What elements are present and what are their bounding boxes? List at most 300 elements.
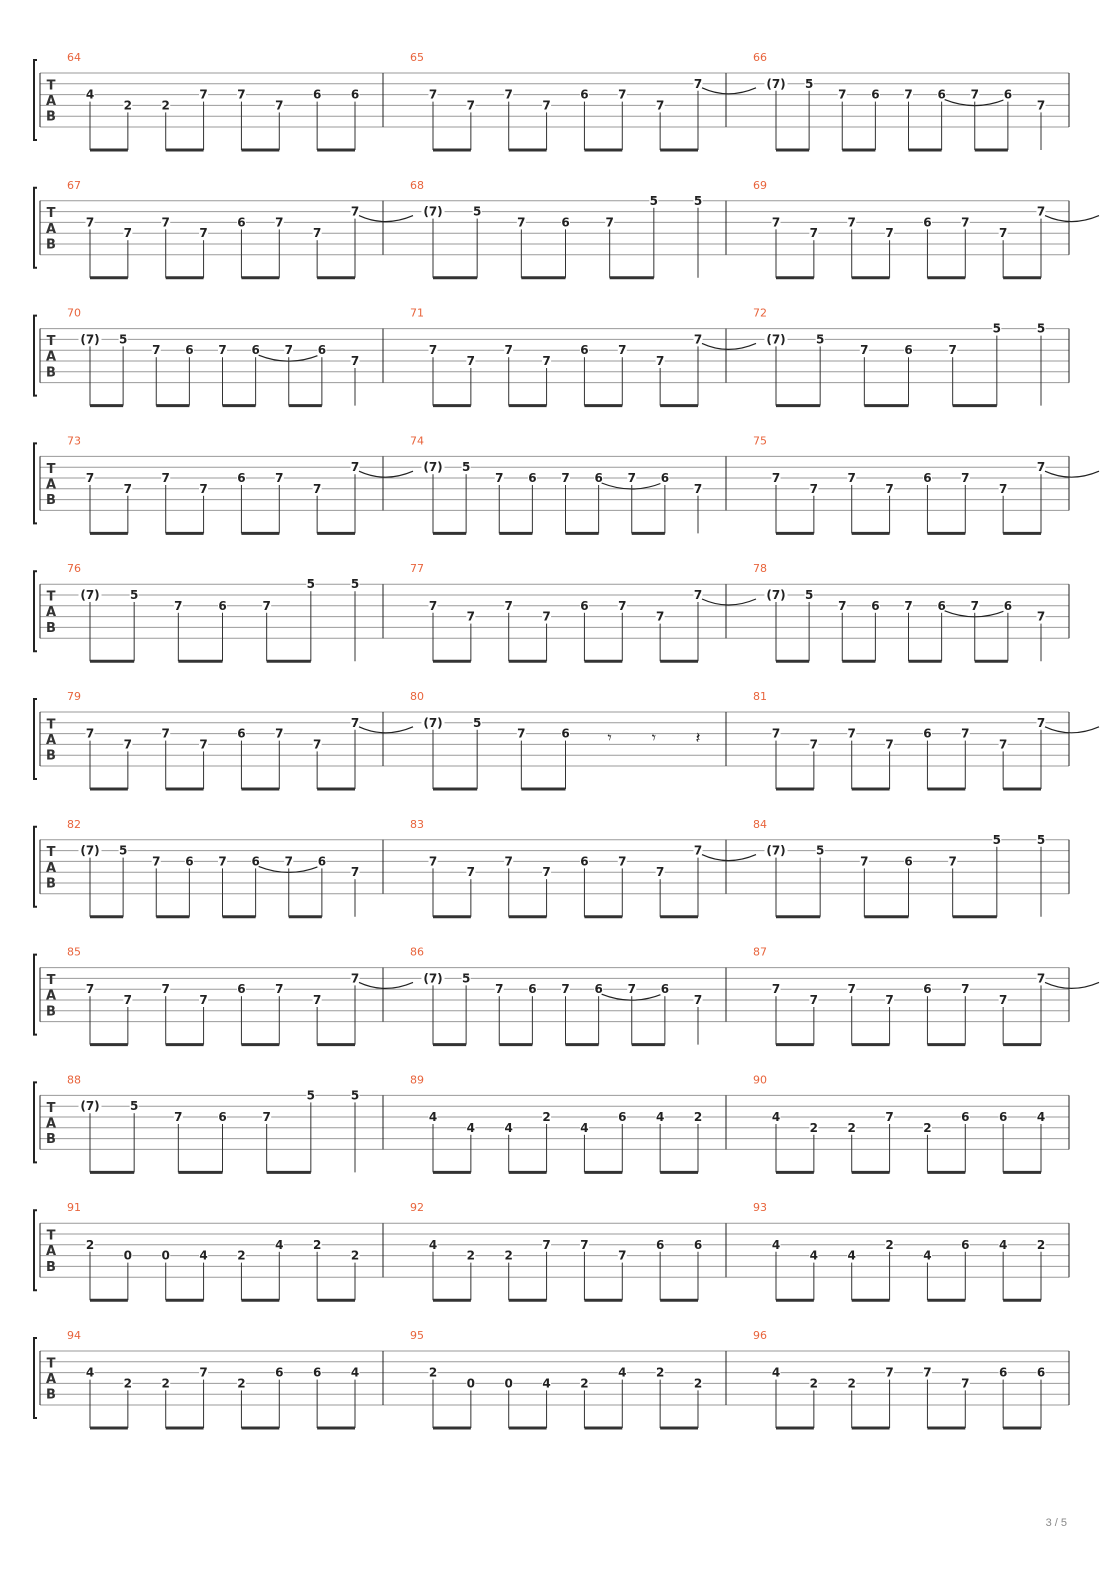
fret-number: 2 [847,1376,856,1391]
measure-number: 78 [753,562,767,576]
measure-number: 94 [67,1329,81,1342]
fret-number: 7 [262,1110,271,1124]
tab-clef-letter: A [45,605,57,621]
system-bracket [34,699,37,779]
tab-clef-letter: T [46,717,56,733]
fret-number: 6 [923,982,932,997]
tab-clef-letter: T [46,589,56,605]
fret-number: 6 [998,1110,1008,1124]
fret-number: 6 [580,854,589,869]
system-bracket [34,571,37,651]
fret-number: 2 [809,1376,819,1391]
tie-arc [359,216,413,222]
fret-number: 5 [306,577,316,592]
fret-number: 7 [860,854,869,869]
eighth-rest: 𝄾 [607,727,612,747]
fret-number: 7 [771,982,781,997]
fret-number: 5 [815,843,825,858]
tie-arc [1045,471,1099,477]
fret-number: 7 [693,332,703,347]
fret-number: 7 [860,343,869,358]
fret-number: 7 [655,865,665,880]
fret-number: 6 [251,343,260,358]
fret-number: 2 [542,1110,551,1124]
fret-number: 7 [218,854,227,869]
fret-number: 7 [605,215,614,230]
fret-number: 7 [970,87,979,102]
fret-number: 7 [885,993,894,1007]
fret-number: 7 [542,609,551,624]
fret-number: 7 [904,87,913,102]
tab-clef-letter: T [46,972,56,988]
fret-number: 2 [428,1365,438,1380]
system-bracket [34,1082,37,1162]
fret-number: 7 [838,87,847,102]
fret-number: 7 [504,87,513,102]
fret-number: (7) [423,460,443,475]
fret-number: 7 [998,737,1008,752]
fret-number: 4 [428,1110,438,1124]
fret-number: 7 [998,993,1008,1007]
fret-number: 7 [771,726,781,741]
fret-number: 7 [618,343,627,358]
fret-number: 6 [871,598,880,613]
fret-number: 7 [885,1110,894,1124]
measure-number: 83 [410,817,424,831]
fret-number: 6 [1036,1365,1046,1380]
fret-number: 7 [618,854,627,869]
fret-number: 7 [161,215,170,230]
tab-clef-letter: T [46,1356,56,1372]
system-bracket [34,827,37,907]
fret-number: 5 [472,715,482,730]
measure-number: 65 [410,51,424,64]
tab-clef-letter: B [46,237,56,253]
fret-number: 5 [992,321,1002,336]
tab-clef-letter: A [45,1244,57,1260]
tab-clef-letter: B [46,1259,56,1275]
fret-number: 7 [961,471,970,485]
fret-number: 6 [561,215,570,230]
fret-number: 7 [655,354,665,368]
tab-clef-letter: B [46,1004,56,1020]
measure-number: 84 [753,817,767,831]
fret-number: 6 [317,343,327,358]
system-bracket [34,1210,37,1290]
fret-number: 7 [161,982,170,997]
fret-number: 6 [904,854,913,869]
fret-number: 5 [693,193,703,208]
fret-number: 7 [618,87,627,102]
fret-number: 7 [998,226,1008,241]
fret-number: 7 [199,481,208,496]
fret-number: 7 [428,598,438,613]
measure-number: 81 [753,690,767,703]
fret-number: 4 [771,1110,781,1124]
measure-number: 66 [753,51,767,64]
fret-number: 7 [885,481,894,496]
measure-number: 73 [67,434,81,448]
tab-clef-letter: B [46,109,56,125]
fret-number: 7 [161,726,170,741]
fret-number: 5 [461,460,471,475]
tab-clef-letter: A [45,1116,57,1132]
fret-number: 6 [655,1237,665,1252]
tie-arc [1045,727,1099,733]
tie-arc [702,599,756,605]
fret-number: 7 [85,726,95,741]
fret-number: 4 [771,1365,781,1380]
fret-number: 7 [693,76,703,91]
fret-number: 6 [580,598,589,613]
fret-number: 7 [809,481,819,496]
fret-number: 2 [655,1365,665,1380]
fret-number: 6 [961,1237,970,1252]
tie-arc [1045,982,1099,988]
fret-number: 2 [350,1248,360,1263]
fret-number: 7 [961,215,970,230]
fret-number: 7 [627,471,636,485]
fret-number: 7 [350,354,360,368]
fret-number: 7 [312,737,322,752]
fret-number: 7 [504,598,513,613]
fret-number: 7 [561,471,570,485]
fret-number: 4 [923,1248,932,1263]
measure-number: 82 [67,817,81,831]
measure-number: 64 [67,51,81,64]
fret-number: 5 [649,193,659,208]
fret-number: (7) [80,843,100,858]
tab-system [34,1201,1069,1300]
fret-number: 6 [693,1237,703,1252]
fret-number: 6 [561,726,570,741]
fret-number: 6 [1003,598,1013,613]
fret-number: 7 [923,1365,932,1380]
tie-arc [359,982,413,988]
fret-number: 7 [275,98,284,113]
fret-number: 7 [312,481,322,496]
fret-number: 7 [350,204,360,219]
fret-number: 4 [85,87,95,102]
fret-number: 7 [85,471,95,485]
fret-number: 7 [275,726,284,741]
fret-number: 7 [948,343,957,358]
tab-system [34,307,1069,406]
fret-number: 2 [123,1376,133,1391]
fret-number: 7 [350,971,360,986]
fret-number: 7 [504,343,513,358]
fret-number: 7 [847,215,856,230]
fret-number: 7 [350,865,360,880]
fret-number: 5 [129,1099,139,1114]
fret-number: (7) [423,715,443,730]
fret-number: 7 [312,993,322,1007]
fret-number: 7 [542,865,551,880]
fret-number: (7) [766,588,786,602]
fret-number: 0 [161,1248,170,1263]
fret-number: 6 [660,982,670,997]
fret-number: 7 [123,737,133,752]
fret-number: 7 [847,982,856,997]
tab-system [34,946,1099,1045]
measure-number: 70 [67,306,81,320]
fret-number: 7 [771,215,781,230]
fret-number: 7 [1036,715,1046,730]
fret-number: 7 [152,343,161,358]
fret-number: 6 [923,471,932,485]
measure-number: 92 [410,1201,424,1215]
fret-number: 2 [123,98,133,113]
fret-number: 7 [199,87,208,102]
fret-number: 7 [771,471,781,485]
fret-number: 6 [923,215,932,230]
tab-system [34,818,1069,917]
tab-clef-letter: B [46,620,56,636]
tab-clef-letter: T [46,333,56,349]
fret-number: 5 [472,204,482,219]
system-bracket [34,443,37,523]
fret-number: 4 [580,1120,589,1135]
fret-number: 4 [1036,1110,1046,1124]
fret-number: 7 [199,1365,208,1380]
fret-number: 6 [237,471,246,485]
fret-number: 7 [998,481,1008,496]
fret-number: 7 [152,854,161,869]
tie-arc [702,855,756,861]
measure-number: 89 [410,1073,424,1087]
fret-number: 7 [275,982,284,997]
measure-number: 67 [67,178,81,192]
fret-number: 7 [284,343,293,358]
tab-clef-letter: A [45,349,57,365]
fret-number: 7 [466,354,476,368]
fret-number: 7 [199,737,208,752]
fret-number: 4 [199,1248,208,1263]
fret-number: 6 [580,343,589,358]
tab-clef-letter: A [45,988,57,1004]
fret-number: (7) [766,332,786,347]
fret-number: 4 [85,1365,95,1380]
measure-number: 71 [410,306,424,320]
tab-clef-letter: T [46,461,56,477]
fret-number: 2 [161,98,170,113]
fret-number: 2 [85,1237,95,1252]
quarter-rest: 𝄽 [695,727,701,747]
fret-number: 7 [809,993,819,1007]
fret-number: 4 [771,1237,781,1252]
fret-number: 7 [961,982,970,997]
fret-number: 4 [542,1376,551,1391]
fret-number: 7 [275,471,284,485]
tab-clef-letter: T [46,845,56,861]
tab-clef-letter: B [46,748,56,764]
fret-number: 4 [655,1110,665,1124]
fret-number: 6 [871,87,880,102]
fret-number: 7 [85,982,95,997]
fret-number: 7 [542,1237,551,1252]
tie-arc [359,727,413,733]
fret-number: 6 [594,982,603,997]
fret-number: 5 [804,76,814,91]
fret-number: 4 [998,1237,1008,1252]
tab-system [34,51,1069,150]
tie-arc [702,343,756,349]
fret-number: 7 [495,982,504,997]
fret-number: 2 [466,1248,476,1263]
fret-number: 7 [961,726,970,741]
tab-system [34,179,1099,278]
fret-number: 7 [350,715,360,730]
fret-number: 7 [961,1376,970,1391]
fret-number: 0 [466,1376,476,1391]
measure-number: 96 [753,1329,767,1342]
fret-number: 7 [350,460,360,475]
fret-number: 5 [306,1088,316,1103]
fret-number: 7 [885,737,894,752]
fret-number: (7) [766,76,786,91]
fret-number: 7 [174,1110,183,1124]
measure-number: 76 [67,562,81,576]
fret-number: 7 [847,471,856,485]
measure-number: 79 [67,690,81,703]
fret-number: 5 [815,332,825,347]
tab-clef-letter: T [46,1228,56,1244]
tab-clef-letter: B [46,365,56,381]
tab-clef-letter: T [46,1100,56,1116]
fret-number: 6 [185,343,194,358]
fret-number: 7 [948,854,957,869]
fret-number: 7 [1036,98,1046,113]
fret-number: 7 [428,87,438,102]
fret-number: 7 [627,982,636,997]
fret-number: 6 [317,854,327,869]
fret-number: 7 [504,854,513,869]
fret-number: 2 [1036,1237,1046,1252]
fret-number: 2 [237,1248,246,1263]
tab-system [34,562,1069,661]
fret-number: 4 [350,1365,360,1380]
fret-number: 6 [312,87,322,102]
system-bracket [34,316,37,396]
fret-number: 5 [129,588,139,602]
tab-clef-letter: B [46,876,56,892]
fret-number: 2 [312,1237,322,1252]
fret-number: 7 [284,854,293,869]
fret-number: 7 [847,726,856,741]
fret-number: 7 [517,726,526,741]
tab-system [34,1329,1069,1428]
fret-number: 7 [123,481,133,496]
fret-number: 7 [970,598,979,613]
fret-number: 6 [312,1365,322,1380]
fret-number: 7 [466,609,476,624]
page-number: 3 / 5 [1045,1517,1067,1529]
tab-clef-letter: B [46,1387,56,1403]
fret-number: 5 [118,843,128,858]
eighth-rest: 𝄾 [651,727,656,747]
fret-number: (7) [80,1099,100,1114]
fret-number: 7 [693,481,703,496]
fret-number: 7 [693,993,703,1007]
fret-number: 6 [350,87,360,102]
fret-number: 7 [618,598,627,613]
system-bracket [34,1338,37,1418]
fret-number: (7) [80,332,100,347]
fret-number: 4 [618,1365,627,1380]
fret-number: 0 [123,1248,133,1263]
fret-number: 7 [655,609,665,624]
fret-number: 6 [904,343,913,358]
measure-number: 72 [753,306,767,320]
fret-number: 7 [161,471,170,485]
fret-number: 7 [809,737,819,752]
fret-number: 6 [961,1110,970,1124]
fret-number: 7 [809,226,819,241]
fret-number: 7 [885,226,894,241]
fret-number: 5 [461,971,471,986]
tie-arc [359,471,413,477]
tab-systems [34,51,1099,1428]
fret-number: 7 [123,993,133,1007]
fret-number: 4 [504,1120,513,1135]
measure-number: 69 [753,178,767,192]
fret-number: 7 [199,993,208,1007]
fret-number: 7 [275,215,284,230]
tab-clef-letter: A [45,94,57,110]
measure-number: 77 [410,562,424,576]
measure-number: 93 [753,1201,767,1215]
measure-number: 91 [67,1201,81,1215]
fret-number: 6 [237,982,246,997]
fret-number: 2 [161,1376,170,1391]
fret-number: 6 [251,854,260,869]
measure-number: 95 [410,1329,424,1342]
fret-number: 7 [1036,609,1046,624]
fret-number: 5 [1036,832,1046,847]
fret-number: 2 [809,1120,819,1135]
fret-number: 6 [618,1110,627,1124]
measure-number: 74 [410,434,424,448]
system-bracket [34,60,37,140]
measure-number: 68 [410,178,424,192]
fret-number: 6 [218,598,227,613]
fret-number: 6 [528,982,537,997]
fret-number: 2 [693,1376,703,1391]
tab-clef-letter: B [46,493,56,509]
tie-arc [702,88,756,94]
fret-number: 7 [218,343,227,358]
fret-number: (7) [766,843,786,858]
fret-number: 7 [561,982,570,997]
fret-number: 7 [517,215,526,230]
fret-number: 7 [174,598,183,613]
fret-number: 6 [937,598,946,613]
tab-system [34,1073,1069,1172]
measure-number: 90 [753,1073,767,1087]
fret-number: 5 [1036,321,1046,336]
fret-number: 7 [693,588,703,602]
fret-number: 4 [466,1120,476,1135]
fret-number: 7 [542,354,551,368]
fret-number: 7 [262,598,271,613]
fret-number: 2 [693,1110,703,1124]
fret-number: 6 [528,471,537,485]
system-bracket [34,188,37,268]
fret-number: 7 [466,98,476,113]
fret-number: 7 [495,471,504,485]
fret-number: 2 [923,1120,932,1135]
fret-number: 5 [992,832,1002,847]
